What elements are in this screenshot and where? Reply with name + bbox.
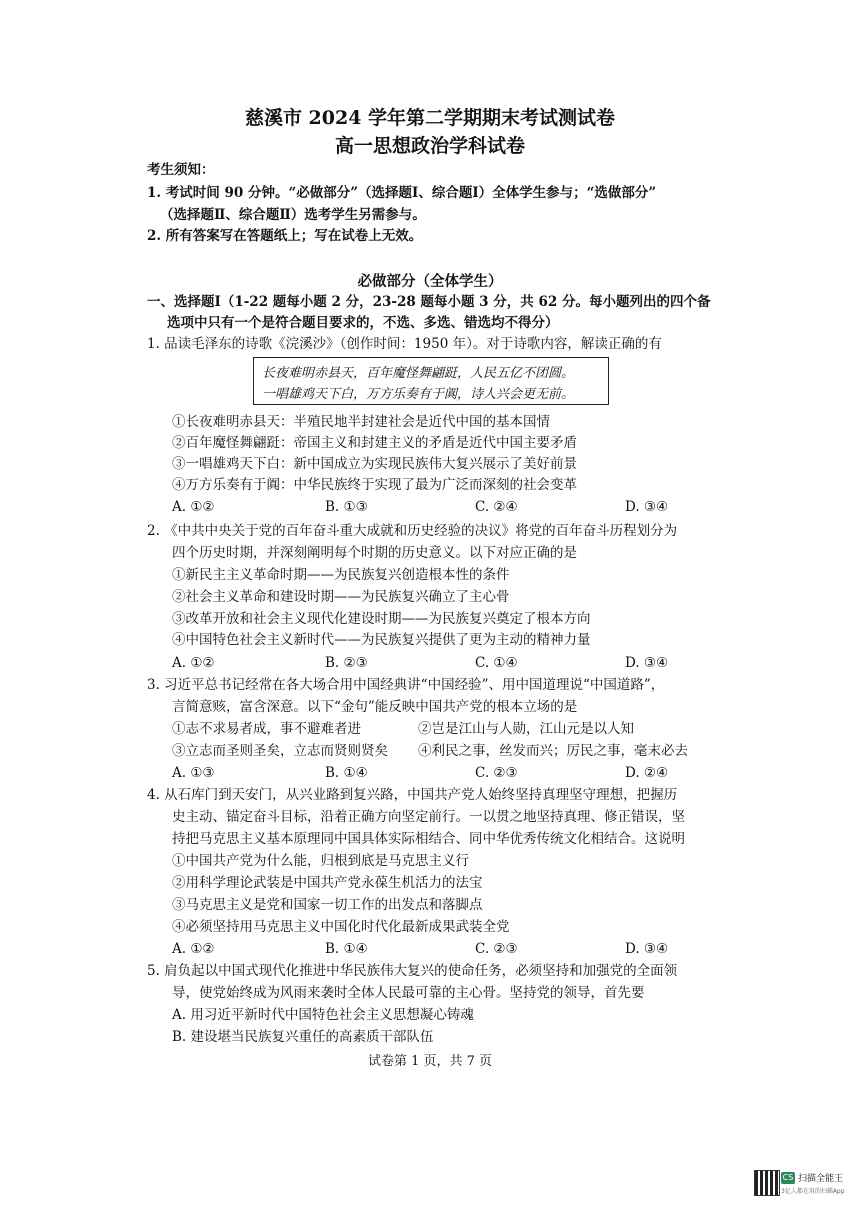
q4-stem-3: 持把马克思主义基本原理同中国具体实际相结合、同中华优秀传统文化相结合。这说明 — [172, 831, 685, 847]
q1-stem: 1. 品读毛泽东的诗歌《浣溪沙》（创作时间：1950 年）。对于诗歌内容，解读正确的有 — [147, 336, 662, 352]
q3-option-3: ③立志而圣则圣矣，立志而贤则贤矣 — [172, 743, 388, 759]
notice-line-1: 1. 考试时间 90 分钟。“必做部分”（选择题Ⅰ、综合题Ⅰ）全体学生参与；“选做部分” — [147, 185, 657, 201]
section-instruction-1: 一、选择题Ⅰ（1-22 题每小题 2 分，23-28 题每小题 3 分，共 62 分。每小题列出的四个备 — [147, 294, 711, 310]
qr-code-icon — [754, 1170, 780, 1196]
notice-line-2: （选择题Ⅱ、综合题Ⅱ）选考学生另需参与。 — [160, 207, 426, 223]
q2-option-4: ④中国特色社会主义新时代——为民族复兴提供了更为主动的精神力量 — [172, 632, 591, 648]
q4-choice-b: B. ①④ — [325, 941, 368, 957]
q5-stem-1: 5. 肩负起以中国式现代化推进中华民族伟大复兴的使命任务，必须坚持和加强党的全面领 — [147, 963, 678, 979]
q2-choice-b: B. ②③ — [325, 655, 368, 671]
q1-choice-a: A. ①② — [172, 499, 215, 515]
q4-stem-2: 史主动、锚定奋斗目标，沿着正确方向坚定前行。一以贯之地坚持真理、修正错误，坚 — [172, 809, 685, 825]
camscanner-tagline: 3亿人都在用的扫描App — [781, 1188, 845, 1195]
q3-stem-1: 3. 习近平总书记经常在各大场合用中国经典讲“中国经验”、用中国道理说“中国道路”， — [147, 677, 665, 693]
q1-option-2: ②百年魔怪舞翩跹：帝国主义和封建主义的矛盾是近代中国主要矛盾 — [172, 435, 577, 451]
q4-choice-a: A. ①② — [172, 941, 215, 957]
q1-option-4: ④万方乐奏有于阗：中华民族终于实现了最为广泛而深刻的社会变革 — [172, 477, 577, 493]
q4-choice-c: C. ②③ — [475, 941, 518, 957]
camscanner-name: 扫描全能王 — [798, 1174, 844, 1184]
q3-option-1: ①志不求易者成，事不避难者进 — [172, 721, 361, 737]
q1-poem-box — [253, 357, 609, 405]
notice-heading: 考生须知： — [147, 162, 215, 178]
camscanner-logo: CS — [782, 1173, 794, 1182]
q1-option-1: ①长夜难明赤县天：半殖民地半封建社会是近代中国的基本国情 — [172, 414, 550, 430]
q2-option-1: ①新民主主义革命时期——为民族复兴创造根本性的条件 — [172, 567, 510, 583]
q3-stem-2: 言简意赅，富含深意。以下“金句”能反映中国共产党的根本立场的是 — [172, 699, 578, 715]
exam-title: 慈溪市 2024 学年第二学期期末考试测试卷 — [244, 107, 616, 129]
q1-choice-d: D. ③④ — [625, 499, 669, 515]
q4-stem-1: 4. 从石库门到天安门，从兴业路到复兴路，中国共产党人始终坚持真理坚守理想，把握历 — [147, 787, 678, 803]
q3-option-2: ②岂是江山与人勋，江山元是以人知 — [418, 721, 634, 737]
exam-subtitle: 高一思想政治学科试卷 — [334, 135, 525, 157]
section-title: 必做部分（全体学生） — [357, 273, 503, 290]
q1-poem-line-1: 长夜难明赤县天，百年魔怪舞翩跹，人民五亿不团圆。 — [262, 366, 575, 381]
q4-option-2: ②用科学理论武装是中国共产党永葆生机活力的法宝 — [172, 875, 483, 891]
q1-choice-b: B. ①③ — [325, 499, 368, 515]
q5-choice-b: B. 建设堪当民族复兴重任的高素质干部队伍 — [172, 1029, 434, 1045]
q1-poem-line-2: 一唱雄鸡天下白，万方乐奏有于阗，诗人兴会更无前。 — [262, 387, 575, 402]
q3-option-4: ④利民之事，丝发而兴；厉民之事，毫末必去 — [418, 743, 688, 759]
page-footer: 试卷第 1 页，共 7 页 — [367, 1054, 493, 1069]
q2-choice-a: A. ①② — [172, 655, 215, 671]
q4-option-1: ①中国共产党为什么能，归根到底是马克思主义行 — [172, 853, 469, 869]
q3-choice-a: A. ①③ — [172, 765, 215, 781]
q4-option-4: ④必须坚持用马克思主义中国化时代化最新成果武装全党 — [172, 919, 510, 935]
q2-stem-2: 四个历史时期，并深刻阐明每个时期的历史意义。以下对应正确的是 — [172, 545, 577, 561]
q1-option-3: ③一唱雄鸡天下白：新中国成立为实现民族伟大复兴展示了美好前景 — [172, 456, 577, 472]
q2-option-3: ③改革开放和社会主义现代化建设时期——为民族复兴奠定了根本方向 — [172, 611, 591, 627]
section-instruction-2: 选项中只有一个是符合题目要求的，不选、多选、错选均不得分） — [167, 315, 559, 331]
q2-choice-c: C. ①④ — [475, 655, 518, 671]
q3-choice-b: B. ①④ — [325, 765, 368, 781]
notice-line-3: 2. 所有答案写在答题纸上；写在试卷上无效。 — [147, 228, 423, 244]
q2-choice-d: D. ③④ — [625, 655, 669, 671]
q2-stem-1: 2. 《中共中央关于党的百年奋斗重大成就和历史经验的决议》将党的百年奋斗历程划分为 — [147, 523, 678, 539]
q4-option-3: ③马克思主义是党和国家一切工作的出发点和落脚点 — [172, 897, 483, 913]
q1-choice-c: C. ②④ — [475, 499, 518, 515]
q5-stem-2: 导，使党始终成为风雨来袭时全体人民最可靠的主心骨。坚持党的领导，首先要 — [172, 985, 645, 1001]
q3-choice-d: D. ②④ — [625, 765, 669, 781]
q5-choice-a: A. 用习近平新时代中国特色社会主义思想凝心铸魂 — [172, 1007, 474, 1023]
q3-choice-c: C. ②③ — [475, 765, 518, 781]
q4-choice-d: D. ③④ — [625, 941, 669, 957]
q2-option-2: ②社会主义革命和建设时期——为民族复兴确立了主心骨 — [172, 589, 510, 605]
